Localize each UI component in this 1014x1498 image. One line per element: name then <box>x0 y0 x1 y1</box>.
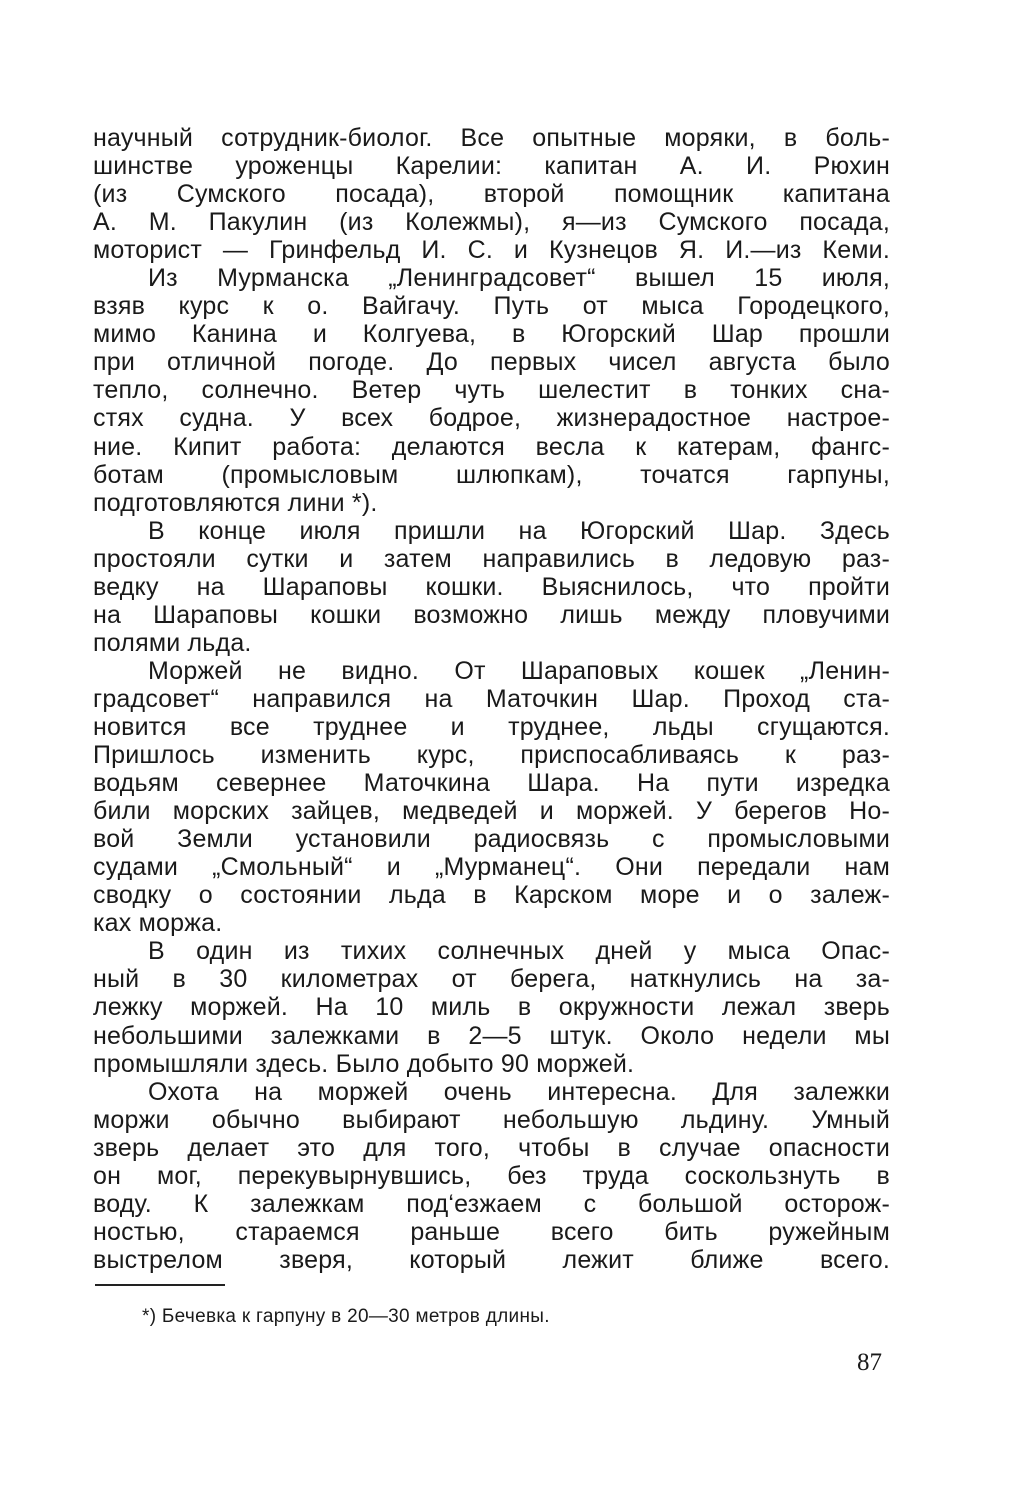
text-line: простояли сутки и затем направились в ледовую раз- <box>93 544 890 573</box>
text-line: на Шараповы кошки возможно лишь между пловучими <box>93 600 890 629</box>
text-line: Пришлось изменить курс, приспосабливаясь к раз- <box>93 741 890 770</box>
text-line: воду. К залежкам под‘езжаем с большой осторож- <box>93 1189 890 1218</box>
text-line: промышляли здесь. Было добыто 90 моржей. <box>93 1049 635 1078</box>
text-line: выстрелом зверя, который лежит ближе всего. <box>93 1245 890 1274</box>
text-line: моржи обычно выбирают небольшую льдину. Умный <box>93 1105 890 1134</box>
text-line: градсовет“ направился на Маточкин Шар. Проход ста- <box>93 684 890 713</box>
text-line: Из Мурманска „Ленинградсовет“ вышел 15 июля, <box>148 264 890 293</box>
text-line: небольшими залежками в 2—5 штук. Около недели мы <box>93 1021 890 1050</box>
footnote: *) Бечевка к гарпуну в 20—30 метров длины. <box>142 1306 550 1327</box>
text-line: лежку моржей. На 10 миль в окружности лежал зверь <box>93 993 890 1022</box>
text-line: тепло, солнечно. Ветер чуть шелестит в тонких сна- <box>93 376 890 405</box>
text-line: моторист — Гринфельд И. С. и Кузнецов Я. И.—из Кеми. <box>93 236 890 265</box>
text-line: били морских зайцев, медведей и моржей. У берегов Но- <box>93 797 890 826</box>
body-text <box>93 124 890 1274</box>
text-line: ние. Кипит работа: делаются весла к катерам, фангс- <box>93 432 890 461</box>
text-line: водьям севернее Маточкина Шара. На пути изредка <box>93 769 890 798</box>
text-line: он мог, перекувырнувшись, без труда соскользнуть в <box>93 1161 890 1190</box>
text-line: ностью, стараемся раньше всего бить ружейным <box>93 1217 890 1246</box>
text-line: В один из тихих солнечных дней у мыса Опас- <box>148 937 890 966</box>
text-line: ведку на Шараповы кошки. Выяснилось, что пройти <box>93 572 890 601</box>
text-line: вой Земли установили радиосвязь с промысловыми <box>93 825 890 854</box>
text-line: научный сотрудник-биолог. Все опытные моряки, в боль- <box>93 124 890 152</box>
text-line: зверь делает это для того, чтобы в случае опасности <box>93 1133 890 1162</box>
text-line: ный в 30 километрах от берега, наткнулись на за- <box>93 965 890 994</box>
text-line: судами „Смольный“ и „Мурманец“. Они передали нам <box>93 853 890 882</box>
text-line: Моржей не видно. От Шараповых кошек „Ленин- <box>148 656 890 685</box>
text-line: А. М. Пакулин (из Колежмы), я—из Сумского посада, <box>93 208 890 237</box>
text-line: (из Сумского посада), второй помощник капитана <box>93 180 890 209</box>
text-line: В конце июля пришли на Югорский Шар. Здесь <box>148 516 890 545</box>
text-line: Охота на моржей очень интересна. Для залежки <box>148 1077 890 1106</box>
page-number: 87 <box>857 1349 882 1376</box>
text-line: при отличной погоде. До первых чисел августа было <box>93 348 890 377</box>
text-line: мимо Канина и Колгуева, в Югорский Шар прошли <box>93 320 890 349</box>
text-line: стях судна. У всех бодрое, жизнерадостное настрое- <box>93 404 890 433</box>
text-line: сводку о состоянии льда в Карском море и о залеж- <box>93 881 890 910</box>
footnote-divider <box>95 1284 225 1286</box>
text-line: шинстве уроженцы Карелии: капитан А. И. Рюхин <box>93 152 890 181</box>
text-line: полями льда. <box>93 628 252 657</box>
text-line: подготовляются лини *). <box>93 488 378 517</box>
text-line: взяв курс к о. Вайгачу. Путь от мыса Городецкого, <box>93 292 890 321</box>
text-line: ках моржа. <box>93 909 223 938</box>
text-line: ботам (промысловым шлюпкам), точатся гарпуны, <box>93 460 890 489</box>
text-line: новится все труднее и труднее, льды сгущаются. <box>93 712 890 741</box>
